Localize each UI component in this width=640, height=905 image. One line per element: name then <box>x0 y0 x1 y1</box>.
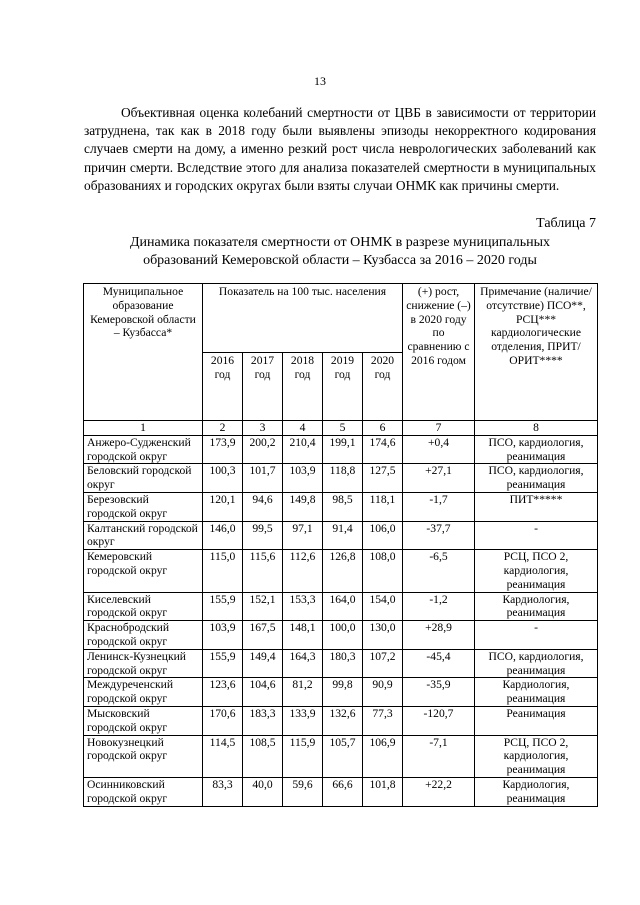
note-value: Реанимация <box>475 706 598 735</box>
note-value: ПИТ***** <box>475 492 598 521</box>
value-2020: 106,9 <box>363 735 403 777</box>
column-number: 4 <box>283 421 323 436</box>
value-2017: 152,1 <box>243 592 283 621</box>
header-year-2016: 2016 год <box>203 353 243 421</box>
table-row <box>84 678 598 707</box>
value-2019: 98,5 <box>323 492 363 521</box>
table-title-line-1: Динамика показателя смертности от ОНМК в разрезе муниципальных <box>129 235 551 250</box>
value-2018: 59,6 <box>283 777 323 806</box>
note-value: ПСО, кардиология, реанимация <box>475 435 598 464</box>
value-2019: 132,6 <box>323 706 363 735</box>
value-2018: 210,4 <box>283 435 323 464</box>
value-2020: 154,0 <box>363 592 403 621</box>
change-value: +22,2 <box>403 777 475 806</box>
value-2018: 115,9 <box>283 735 323 777</box>
table-row <box>84 706 598 735</box>
header-change: (+) рост, снижение (–) в 2020 году по сравнению с 2016 годом <box>403 284 475 421</box>
header-year-2020: 2020 год <box>363 353 403 421</box>
value-2016: 115,0 <box>203 550 243 592</box>
municipality-name: Междуреченский городской округ <box>84 678 203 707</box>
table-row <box>84 592 598 621</box>
value-2016: 100,3 <box>203 464 243 493</box>
value-2018: 103,9 <box>283 464 323 493</box>
municipality-name: Осинниковский городской округ <box>84 777 203 806</box>
value-2017: 167,5 <box>243 621 283 650</box>
value-2017: 183,3 <box>243 706 283 735</box>
value-2020: 174,6 <box>363 435 403 464</box>
value-2020: 101,8 <box>363 777 403 806</box>
value-2018: 112,6 <box>283 550 323 592</box>
value-2019: 180,3 <box>323 649 363 678</box>
note-value: - <box>475 521 598 550</box>
change-value: +0,4 <box>403 435 475 464</box>
value-2020: 108,0 <box>363 550 403 592</box>
municipality-name: Мысковский городской округ <box>84 706 203 735</box>
value-2017: 115,6 <box>243 550 283 592</box>
value-2019: 126,8 <box>323 550 363 592</box>
column-number: 7 <box>403 421 475 436</box>
body-paragraph: Объективная оценка колебаний смертности от ЦВБ в зависимости от территории затруднена, так как в 2018 году были выявлены эпизоды некорректного кодирования случаев смерти на дому, а именно резкий рост числа неврологических заболеваний как причин смерти. Вследствие этого для анализа показателей смертности в муниципальных образованиях и городских округах были взяты случаи ОНМК как причины смерти. <box>84 105 596 193</box>
value-2020: 77,3 <box>363 706 403 735</box>
value-2018: 81,2 <box>283 678 323 707</box>
municipality-name: Киселевский городской округ <box>84 592 203 621</box>
value-2019: 105,7 <box>323 735 363 777</box>
note-value: ПСО, кардиология, реанимация <box>475 649 598 678</box>
note-value: Кардиология, реанимация <box>475 777 598 806</box>
header-year-2017: 2017 год <box>243 353 283 421</box>
municipality-name: Березовский городской округ <box>84 492 203 521</box>
table-body <box>84 421 598 807</box>
column-number: 2 <box>203 421 243 436</box>
header-note: Примечание (наличие/отсутствие) ПСО**, РСЦ*** кардиологические отделения, ПРИТ/ОРИТ**** <box>475 284 598 421</box>
value-2019: 118,8 <box>323 464 363 493</box>
value-2017: 200,2 <box>243 435 283 464</box>
value-2019: 164,0 <box>323 592 363 621</box>
municipality-name: Беловский городской округ <box>84 464 203 493</box>
value-2017: 104,6 <box>243 678 283 707</box>
value-2020: 118,1 <box>363 492 403 521</box>
table-row <box>84 621 598 650</box>
value-2019: 99,8 <box>323 678 363 707</box>
header-year-2019: 2019 год <box>323 353 363 421</box>
column-number: 8 <box>475 421 598 436</box>
value-2020: 106,0 <box>363 521 403 550</box>
value-2016: 146,0 <box>203 521 243 550</box>
municipality-name: Калтанский городской округ <box>84 521 203 550</box>
header-year-2018: 2018 год <box>283 353 323 421</box>
column-number: 5 <box>323 421 363 436</box>
municipality-name: Ленинск-Кузнецкий городской округ <box>84 649 203 678</box>
value-2017: 101,7 <box>243 464 283 493</box>
value-2019: 100,0 <box>323 621 363 650</box>
table-label: Таблица 7 <box>536 216 596 231</box>
value-2016: 123,6 <box>203 678 243 707</box>
change-value: +27,1 <box>403 464 475 493</box>
value-2016: 103,9 <box>203 621 243 650</box>
value-2016: 155,9 <box>203 649 243 678</box>
table-row <box>84 521 598 550</box>
note-value: ПСО, кардиология, реанимация <box>475 464 598 493</box>
municipality-name: Краснобродский городской округ <box>84 621 203 650</box>
change-value: -35,9 <box>403 678 475 707</box>
header-indicator: Показатель на 100 тыс. населения <box>203 284 403 353</box>
change-value: -1,2 <box>403 592 475 621</box>
column-number: 3 <box>243 421 283 436</box>
page-number: 13 <box>314 74 326 88</box>
value-2017: 108,5 <box>243 735 283 777</box>
value-2020: 90,9 <box>363 678 403 707</box>
municipality-name: Кемеровский городской округ <box>84 550 203 592</box>
column-number-row <box>84 421 598 436</box>
note-value: - <box>475 621 598 650</box>
change-value: -6,5 <box>403 550 475 592</box>
value-2019: 199,1 <box>323 435 363 464</box>
note-value: РСЦ, ПСО 2, кардиология, реанимация <box>475 550 598 592</box>
value-2017: 149,4 <box>243 649 283 678</box>
table-row <box>84 464 598 493</box>
change-value: -45,4 <box>403 649 475 678</box>
table-row <box>84 492 598 521</box>
table-row <box>84 735 598 777</box>
change-value: -37,7 <box>403 521 475 550</box>
value-2016: 114,5 <box>203 735 243 777</box>
table-title <box>84 234 596 270</box>
value-2018: 164,3 <box>283 649 323 678</box>
value-2017: 40,0 <box>243 777 283 806</box>
column-number: 6 <box>363 421 403 436</box>
change-value: -1,7 <box>403 492 475 521</box>
table-row <box>84 649 598 678</box>
value-2020: 107,2 <box>363 649 403 678</box>
value-2018: 97,1 <box>283 521 323 550</box>
header-municipality: Муниципальное образование Кемеровской области – Кузбасса* <box>84 284 203 421</box>
value-2020: 130,0 <box>363 621 403 650</box>
note-value: Кардиология, реанимация <box>475 592 598 621</box>
column-number: 1 <box>84 421 203 436</box>
municipality-name: Анжеро-Судженский городской округ <box>84 435 203 464</box>
value-2016: 155,9 <box>203 592 243 621</box>
value-2016: 83,3 <box>203 777 243 806</box>
change-value: +28,9 <box>403 621 475 650</box>
mortality-table <box>83 283 598 807</box>
change-value: -120,7 <box>403 706 475 735</box>
value-2018: 133,9 <box>283 706 323 735</box>
table-row <box>84 777 598 806</box>
value-2019: 66,6 <box>323 777 363 806</box>
municipality-name: Новокузнецкий городской округ <box>84 735 203 777</box>
value-2016: 120,1 <box>203 492 243 521</box>
value-2018: 149,8 <box>283 492 323 521</box>
value-2017: 99,5 <box>243 521 283 550</box>
value-2018: 148,1 <box>283 621 323 650</box>
value-2018: 153,3 <box>283 592 323 621</box>
value-2016: 173,9 <box>203 435 243 464</box>
table-title-line-2: образований Кемеровской области – Кузбасса за 2016 – 2020 годы <box>143 253 537 268</box>
value-2020: 127,5 <box>363 464 403 493</box>
note-value: РСЦ, ПСО 2, кардиология, реанимация <box>475 735 598 777</box>
note-value: Кардиология, реанимация <box>475 678 598 707</box>
value-2016: 170,6 <box>203 706 243 735</box>
value-2019: 91,4 <box>323 521 363 550</box>
value-2017: 94,6 <box>243 492 283 521</box>
change-value: -7,1 <box>403 735 475 777</box>
table-row <box>84 550 598 592</box>
table-row <box>84 435 598 464</box>
